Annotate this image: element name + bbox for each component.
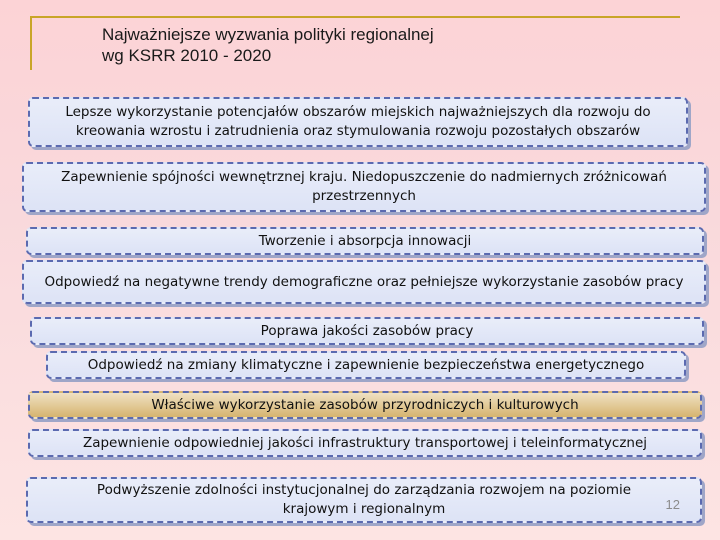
- page-number: 12: [665, 497, 680, 512]
- challenge-item-9: Podwyższenie zdolności instytucjonalnej do zarządzania rozwojem na poziomie krajowym i regionalnym: [26, 477, 702, 523]
- challenge-item-5: Poprawa jakości zasobów pracy: [30, 317, 704, 345]
- challenge-item-6: Odpowiedź na zmiany klimatyczne i zapewnienie bezpieczeństwa energetycznego: [46, 351, 686, 379]
- challenge-item-4: Odpowiedź na negatywne trendy demograficzne oraz pełniejsze wykorzystanie zasobów pracy: [22, 260, 706, 304]
- challenge-item-3: Tworzenie i absorpcja innowacji: [26, 227, 704, 255]
- challenge-item-1: Lepsze wykorzystanie potencjałów obszarów miejskich najważniejszych dla rozwoju do kreowania wzrostu i zatrudnienia oraz stymulowania rozwoju pozostałych obszarów: [28, 97, 688, 147]
- slide-title: [102, 24, 662, 66]
- title-line-1: Najważniejsze wyzwania polityki regionalnej: [102, 25, 434, 44]
- challenge-item-8: Zapewnienie odpowiedniej jakości infrastruktury transportowej i teleinformatycznej: [28, 429, 702, 457]
- challenge-item-2: Zapewnienie spójności wewnętrznej kraju. Niedopuszczenie do nadmiernych zróżnicowań przestrzennych: [22, 162, 706, 212]
- challenge-item-7: Właściwe wykorzystanie zasobów przyrodniczych i kulturowych: [28, 391, 702, 419]
- title-line-2: wg KSRR 2010 - 2020: [102, 46, 272, 65]
